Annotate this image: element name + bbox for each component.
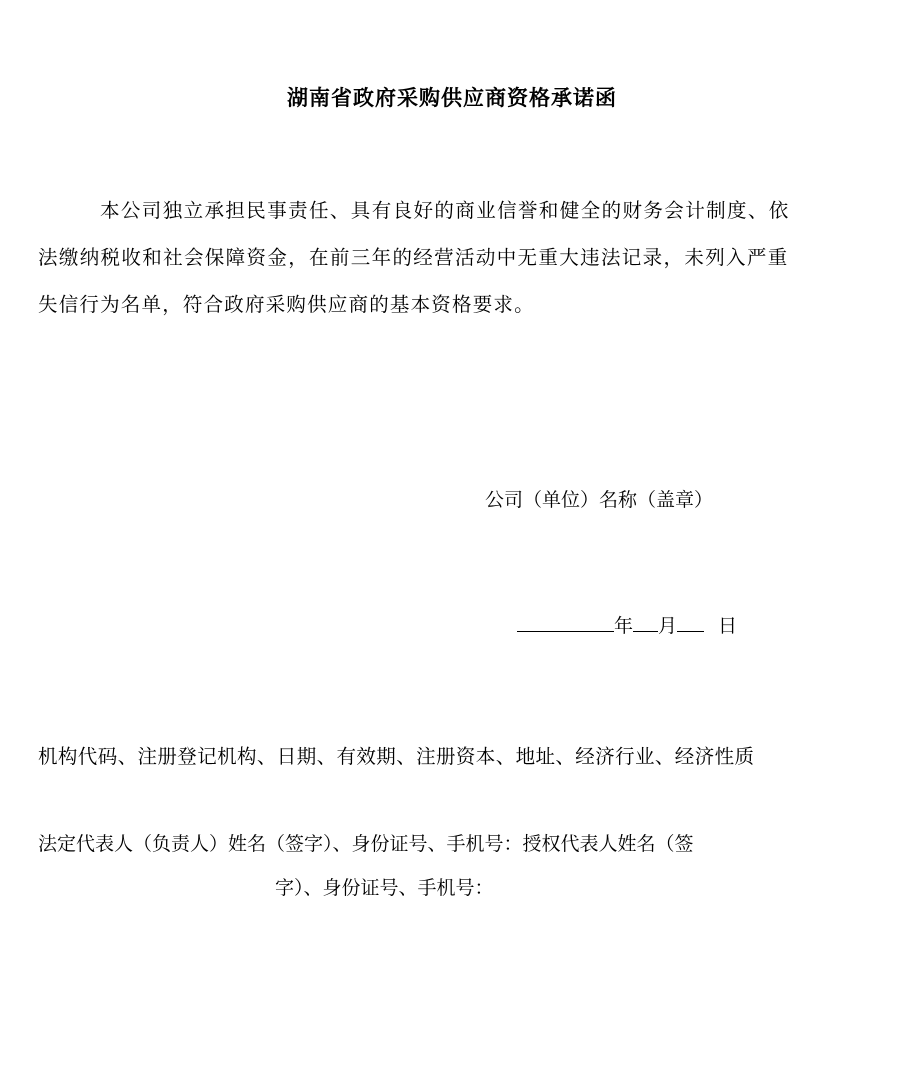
paragraph-line-1: 本公司独立承担民事责任、具有良好的商业信誉和健全的财务会计制度、依: [100, 199, 790, 222]
year-label: 年: [614, 615, 634, 637]
date-row: [517, 611, 737, 639]
document-title: 湖南省政府采购供应商资格承诺函: [287, 85, 617, 110]
paragraph-line-2: 法缴纳税收和社会保障资金，在前三年的经营活动中无重大违法记录，未列入严重: [38, 246, 789, 269]
year-blank: [517, 611, 614, 632]
signature-line-1: 法定代表人（负责人）姓名（签字）、身份证号、手机号：授权代表人姓名（签: [38, 833, 694, 855]
organization-info-line: 机构代码、注册登记机构、日期、有效期、注册资本、地址、经济行业、经济性质: [38, 745, 755, 768]
day-blank: [677, 611, 704, 632]
company-name-seal-label: 公司（单位）名称（盖章）: [485, 489, 714, 511]
month-label: 月: [658, 615, 678, 637]
signature-line-2: 字）、身份证号、手机号：: [275, 877, 494, 899]
month-blank: [633, 611, 658, 632]
paragraph-line-3: 失信行为名单，符合政府采购供应商的基本资格要求。: [38, 293, 535, 316]
day-label: 日: [718, 615, 738, 637]
